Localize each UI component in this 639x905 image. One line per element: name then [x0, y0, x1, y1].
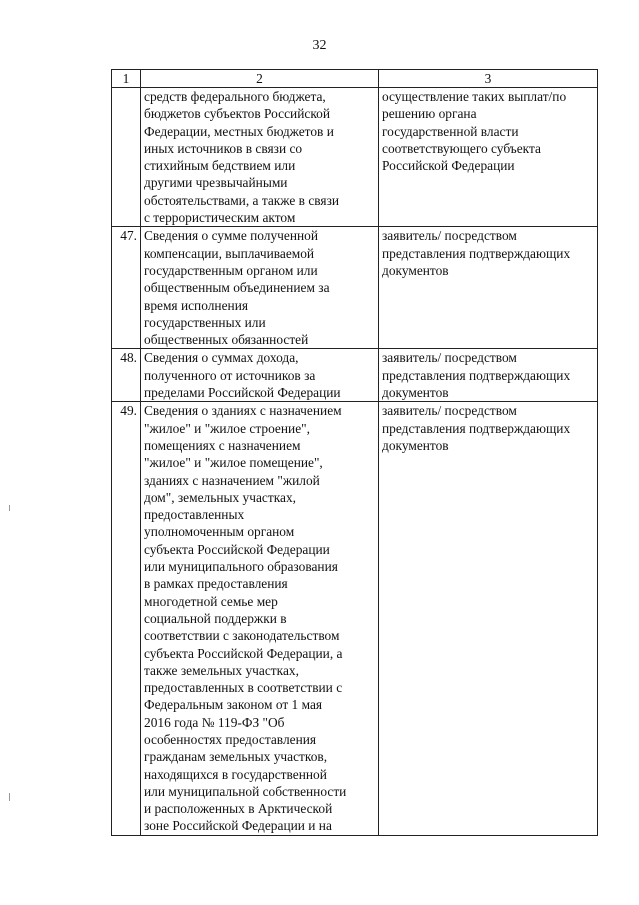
column-header: 2	[141, 70, 379, 88]
information-description: средств федерального бюджета, бюджетов субъектов Российской Федерации, местных бюджетов и иных источников в связи со стихийным бедствием или другими чрезвычайными обстоятельствами, а также в связи с террористическим актом	[141, 88, 379, 227]
information-source: заявитель/ посредством представления подтверждающих документов	[379, 227, 598, 349]
documents-table	[111, 69, 598, 836]
information-description: Сведения о сумме полученной компенсации, выплачиваемой государственным органом или общественным объединением за время исполнения государственных или общественных обязанностей	[141, 227, 379, 349]
table-row	[112, 349, 598, 402]
information-source: заявитель/ посредством представления подтверждающих документов	[379, 349, 598, 402]
information-source: заявитель/ посредством представления подтверждающих документов	[379, 402, 598, 835]
page-number: 32	[312, 38, 327, 53]
information-description: Сведения о суммах дохода, полученного от источников за пределами Российской Федерации	[141, 349, 379, 402]
row-number: 47.	[112, 227, 141, 349]
margin-mark	[9, 505, 10, 511]
table-row	[112, 227, 598, 349]
table-row	[112, 402, 598, 835]
column-header: 1	[112, 70, 141, 88]
information-description: Сведения о зданиях с назначением "жилое" и "жилое строение", помещениях с назначением "жилое" и "жилое помещение", зданиях с назначением "жилой дом", земельных участках, предоставленных уполномоченным органом субъекта Российской Федерации или муниципального образования в рамках предоставления многодетной семье мер социальной поддержки в соответствии с законодательством субъекта Российской Федерации, а также земельных участках, предоставленных в соответствии с Федеральным законом от 1 мая 2016 года № 119-ФЗ "Об особенностях предоставления гражданам земельных участков, находящихся в государственной или муниципальной собственности и расположенных в Арктической зоне Российской Федерации и на	[141, 402, 379, 835]
row-number: 49.	[112, 402, 141, 835]
column-header: 3	[379, 70, 598, 88]
margin-mark	[9, 793, 10, 801]
table-row	[112, 88, 598, 227]
table-header-row	[112, 70, 598, 88]
row-number	[112, 88, 141, 227]
information-source: осуществление таких выплат/по решению органа государственной власти соответствующего субъекта Российской Федерации	[379, 88, 598, 227]
row-number: 48.	[112, 349, 141, 402]
